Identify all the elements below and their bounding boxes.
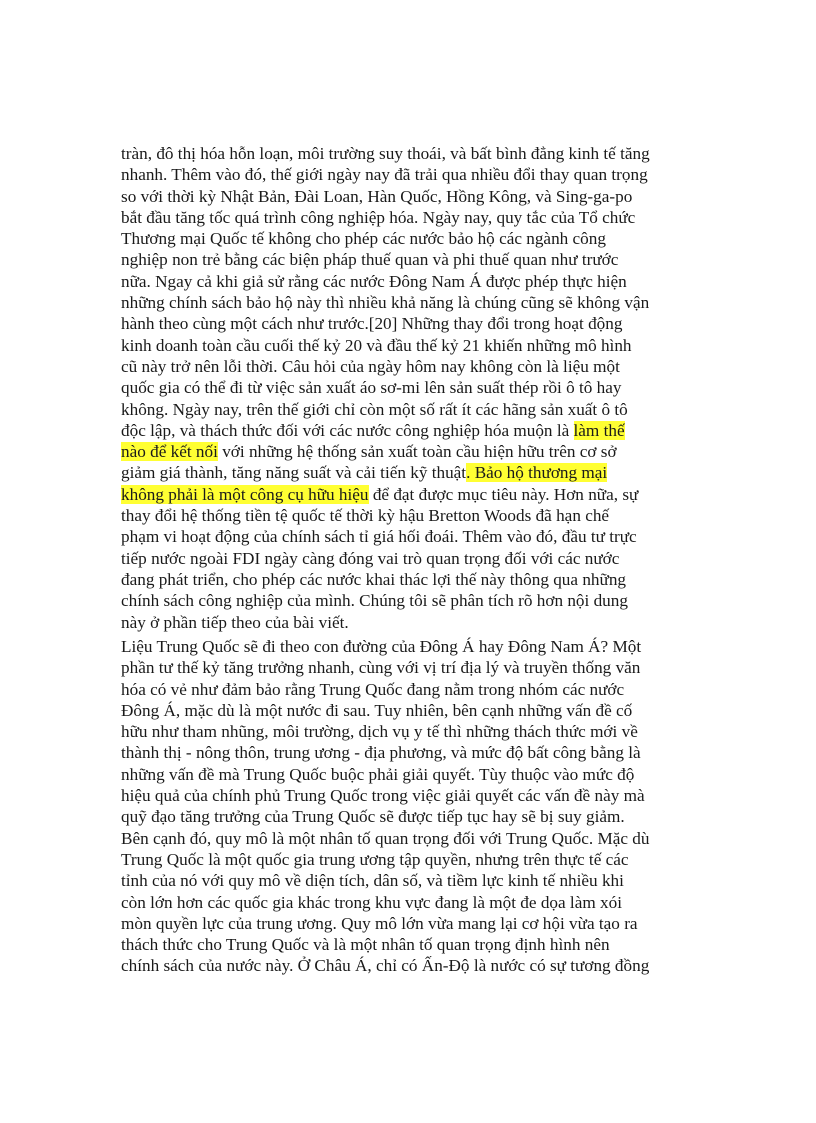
text-line: tràn, đô thị hóa hỗn loạn, môi trường suy thoái, và bất bình đẳng kinh tế tăng: [121, 144, 650, 163]
text-line: hóa có vẻ như đảm bảo rằng Trung Quốc đang nằm trong nhóm các nước: [121, 679, 625, 699]
text-line: thành thị - nông thôn, trung ương - địa phương, và mức độ bất công bằng là: [121, 743, 641, 763]
text-line: Trung Quốc là một quốc gia trung ương tập quyền, nhưng trên thực tế các: [121, 849, 629, 869]
text-line: thay đổi hệ thống tiền tệ quốc tế thời kỳ hậu Bretton Woods đã hạn chế: [121, 506, 610, 526]
text-line: phạm vi hoạt động của chính sách tỉ giá hối đoái. Thêm vào đó, đầu tư trực: [121, 527, 637, 547]
text-line: so với thời kỳ Nhật Bản, Đài Loan, Hàn Quốc, Hồng Kông, và Sing-ga-po: [121, 186, 633, 206]
text-line: mòn quyền lực của trung ương. Quy mô lớn vừa mang lại cơ hội vừa tạo ra: [121, 913, 638, 933]
text-line: nữa. Ngay cả khi giả sử rằng các nước Đông Nam Á được phép thực hiện: [121, 271, 627, 291]
text-line: quốc gia có thể đi từ việc sản xuất áo sơ-mi lên sản suất thép rồi ô tô hay: [121, 378, 622, 398]
text-line: quỹ đạo tăng trưởng của Trung Quốc sẽ được tiếp tục hay sẽ bị suy giảm.: [121, 807, 625, 827]
text-line: không. Ngày nay, trên thế giới chỉ còn một số rất ít các hãng sản xuất ô tô: [121, 399, 628, 419]
text-line: đang phát triển, cho phép các nước khai thác lợi thế này thông qua những: [121, 569, 627, 589]
text-line: này ở phần tiếp theo của bài viết.: [121, 612, 349, 632]
text-line: Liệu Trung Quốc sẽ đi theo con đường của Đông Á hay Đông Nam Á? Một: [121, 637, 642, 656]
text-line: Thương mại Quốc tế không cho phép các nước bảo hộ các ngành công: [121, 229, 606, 249]
paragraph-2: [121, 636, 711, 977]
text-line: chính sách công nghiệp của mình. Chúng tôi sẽ phân tích rõ hơn nội dung: [121, 591, 628, 611]
text-line: độc lập, và thách thức đối với các nước công nghiệp hóa muộn là làm thế: [121, 420, 625, 440]
text-line: còn lớn hơn các quốc gia khác trong khu vực đang là một đe dọa làm xói: [121, 892, 622, 912]
text-line: thách thức cho Trung Quốc và là một nhân tố quan trọng định hình nên: [121, 935, 610, 955]
text-line: cũ này trở nên lỗi thời. Câu hỏi của ngày hôm nay không còn là liệu một: [121, 356, 620, 376]
text-line: Đông Á, mặc dù là một nước đi sau. Tuy nhiên, bên cạnh những vấn đề cố: [121, 700, 633, 720]
text-line: tiếp nước ngoài FDI ngày càng đóng vai trò quan trọng đối với các nước: [121, 548, 620, 568]
text-line: nhanh. Thêm vào đó, thế giới ngày nay đã trải qua nhiều đổi thay quan trọng: [121, 165, 648, 185]
text-line: hữu như tham nhũng, môi trường, dịch vụ y tế thì những thách thức mới về: [121, 722, 638, 742]
text-line: hiệu quả của chính phủ Trung Quốc trong việc giải quyết các vấn đề này mà: [121, 786, 645, 806]
text-line: phần tư thế kỷ tăng trưởng nhanh, cùng với vị trí địa lý và truyền thống văn: [121, 658, 641, 678]
highlighted-text: làm thế: [573, 420, 625, 440]
text-line: giảm giá thành, tăng năng suất và cải tiến kỹ thuật. Bảo hộ thương mại: [121, 463, 608, 483]
text-line: không phải là một công cụ hữu hiệu để đạt được mục tiêu này. Hơn nữa, sự: [121, 484, 639, 504]
text-line: những vấn đề mà Trung Quốc buộc phải giải quyết. Tùy thuộc vào mức độ: [121, 764, 635, 784]
text-line: chính sách của nước này. Ở Châu Á, chỉ có Ấn-Độ là nước có sự tương đồng: [121, 956, 650, 976]
text-line: hành theo cùng một cách như trước.[20] Những thay đổi trong hoạt động: [121, 314, 623, 334]
text-line: kinh doanh toàn cầu cuối thế kỷ 20 và đầu thế kỷ 21 khiến những mô hình: [121, 335, 632, 355]
text-line: Bên cạnh đó, quy mô là một nhân tố quan trọng đối với Trung Quốc. Mặc dù: [121, 828, 650, 848]
highlighted-text: không phải là một công cụ hữu hiệu: [121, 484, 369, 504]
text-line: nghiệp non trẻ bằng các biện pháp thuế quan và phi thuế quan như trước: [121, 250, 619, 270]
text-line: tỉnh của nó với quy mô về diện tích, dân số, và tiềm lực kinh tế nhiều khi: [121, 871, 624, 891]
text-line: những chính sách bảo hộ này thì nhiều khả năng là chúng cũng sẽ không vận: [121, 293, 650, 313]
highlighted-text: nào để kết nối: [121, 442, 218, 462]
highlighted-text: . Bảo hộ thương mại: [466, 463, 608, 483]
paragraph-1: [121, 143, 711, 633]
text-line: bắt đầu tăng tốc quá trình công nghiệp hóa. Ngày nay, quy tắc của Tổ chức: [121, 207, 636, 227]
text-line: nào để kết nối với những hệ thống sản xuất toàn cầu hiện hữu trên cơ sở: [121, 442, 617, 462]
